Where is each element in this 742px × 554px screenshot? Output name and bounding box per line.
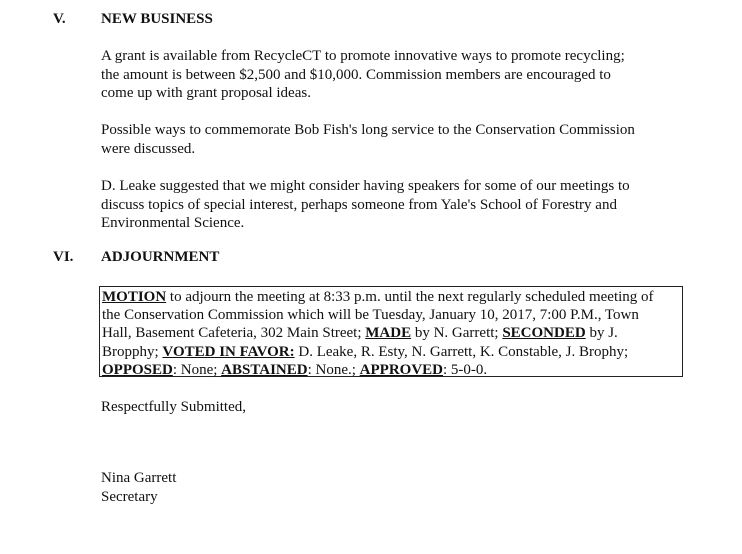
signer-name: Nina Garrett bbox=[101, 470, 177, 486]
section-number-v: V. bbox=[53, 11, 66, 27]
section-title-adjournment: ADJOURNMENT bbox=[101, 249, 220, 265]
motion-box bbox=[99, 286, 683, 377]
paragraph-line: come up with grant proposal ideas. bbox=[101, 85, 311, 101]
motion-text: D. Leake, R. Esty, N. Garrett, K. Constable, J. Brophy; bbox=[294, 343, 629, 360]
motion-text: : None; bbox=[172, 361, 222, 378]
motion-text: the Conservation Commission which will be Tuesday, January 10, 2017, 7:00 P.M., Town bbox=[102, 307, 639, 324]
paragraph-line: were discussed. bbox=[101, 140, 196, 157]
closing-salutation: Respectfully Submitted, bbox=[101, 399, 246, 415]
motion-text: by J. bbox=[585, 325, 618, 342]
motion-text: : None.; bbox=[307, 361, 360, 378]
motion-line bbox=[102, 324, 680, 342]
motion-text: : 5-0-0. bbox=[443, 361, 488, 378]
section-title-new-business: NEW BUSINESS bbox=[101, 11, 213, 27]
paragraph-line: A grant is available from RecycleCT to promote innovative ways to promote recycling; bbox=[101, 48, 625, 64]
signer-role: Secretary bbox=[101, 489, 158, 505]
motion-line bbox=[102, 306, 680, 324]
paragraph-line: D. Leake suggested that we might consider having speakers for some of our meetings to bbox=[101, 178, 630, 194]
made-keyword: MADE bbox=[365, 325, 412, 342]
motion-line bbox=[102, 288, 680, 306]
opposed-keyword: OPPOSED bbox=[102, 361, 173, 378]
paragraph-line: the amount is between $2,500 and $10,000. Commission members are encouraged to bbox=[101, 66, 611, 83]
motion-text: by N. Garrett; bbox=[411, 325, 503, 342]
paragraph-line: discuss topics of special interest, perhaps someone from Yale's School of Forestry and bbox=[101, 196, 617, 213]
motion-keyword: MOTION bbox=[102, 289, 167, 305]
approved-keyword: APPROVED bbox=[359, 361, 443, 378]
voted-keyword: VOTED IN FAVOR: bbox=[162, 343, 295, 360]
motion-line bbox=[102, 343, 680, 361]
motion-line bbox=[102, 361, 680, 379]
motion-text: Bropphy; bbox=[102, 343, 163, 360]
motion-text: to adjourn the meeting at 8:33 p.m. until the next regularly scheduled meeting of bbox=[166, 289, 654, 305]
abstained-keyword: ABSTAINED bbox=[221, 361, 308, 378]
seconded-keyword: SECONDED bbox=[502, 325, 586, 342]
paragraph-speakers bbox=[101, 177, 701, 233]
section-number-vi: VI. bbox=[53, 249, 74, 265]
paragraph-line: Environmental Science. bbox=[101, 215, 245, 231]
paragraph-commemorate bbox=[101, 121, 701, 158]
paragraph-grant bbox=[101, 47, 701, 103]
motion-text: Hall, Basement Cafeteria, 302 Main Street; bbox=[102, 325, 366, 342]
paragraph-line: Possible ways to commemorate Bob Fish's long service to the Conservation Commission bbox=[101, 122, 635, 138]
